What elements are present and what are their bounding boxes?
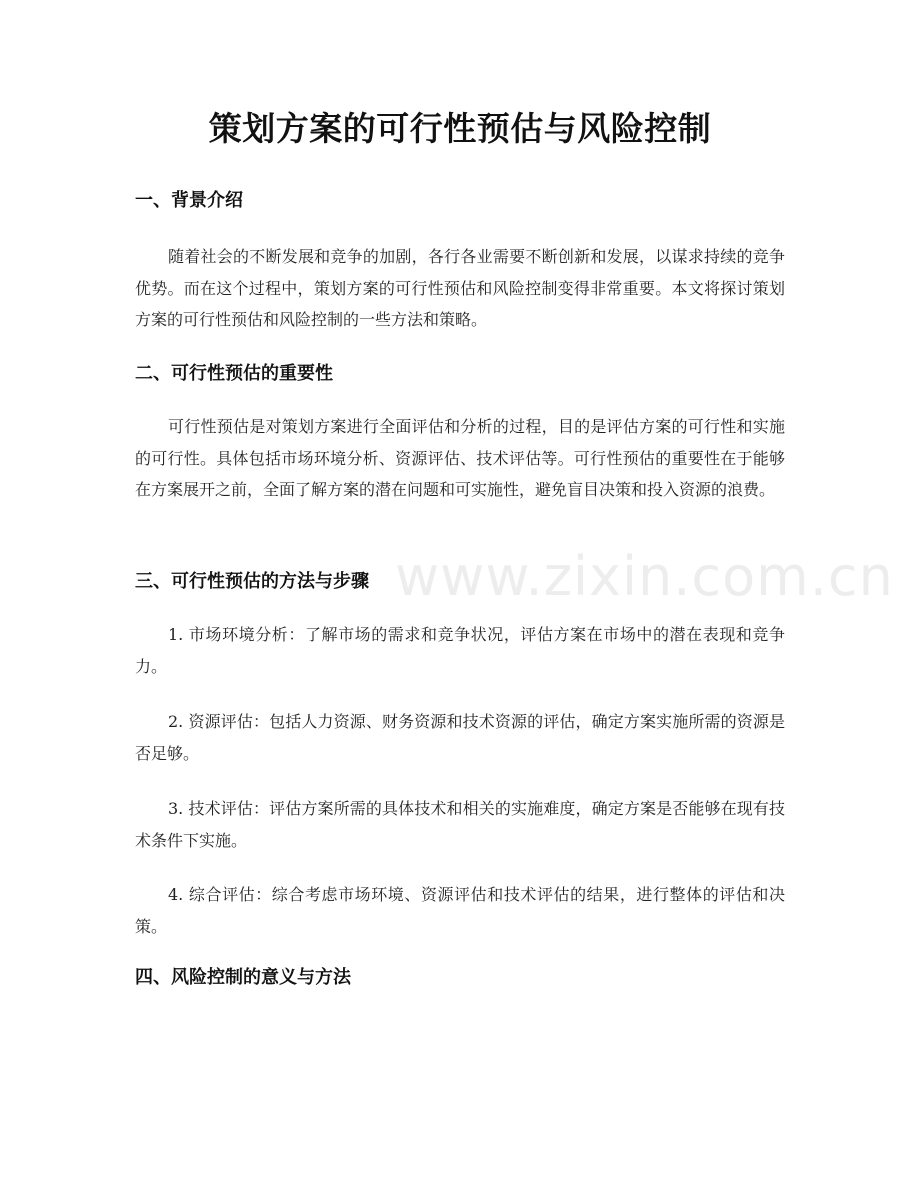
section-paragraph-background: 随着社会的不断发展和竞争的加剧，各行各业需要不断创新和发展，以谋求持续的竞争优势。而在这个过程中，策划方案的可行性预估和风险控制变得非常重要。本文将探讨策划方案的可行性预估和风险控制的一些方法和策略。 <box>135 247 785 329</box>
section-heading-importance: 二、可行性预估的重要性 <box>135 363 333 384</box>
section-heading-methods: 三、可行性预估的方法与步骤 <box>135 571 369 592</box>
list-item-overall-assessment: 4. 综合评估：综合考虑市场环境、资源评估和技术评估的结果，进行整体的评估和决策。 <box>135 885 785 936</box>
list-item-technical-assessment: 3. 技术评估：评估方案所需的具体技术和相关的实施难度，确定方案是否能够在现有技术条件下实施。 <box>135 799 785 850</box>
section-heading-background: 一、背景介绍 <box>135 190 243 211</box>
list-item-market-analysis: 1. 市场环境分析：了解市场的需求和竞争状况，评估方案在市场中的潜在表现和竞争力。 <box>135 625 785 676</box>
watermark-text: www.zixin.com.cn <box>395 545 894 608</box>
section-paragraph-importance: 可行性预估是对策划方案进行全面评估和分析的过程，目的是评估方案的可行性和实施的可行性。具体包括市场环境分析、资源评估、技术评估等。可行性预估的重要性在于能够在方案展开之前，全面了解方案的潜在问题和可实施性，避免盲目决策和投入资源的浪费。 <box>135 417 785 499</box>
section-heading-risk-control: 四、风险控制的意义与方法 <box>135 967 351 988</box>
list-item-resource-assessment: 2. 资源评估：包括人力资源、财务资源和技术资源的评估，确定方案实施所需的资源是否足够。 <box>135 712 785 763</box>
document-title: 策划方案的可行性预估与风险控制 <box>208 109 712 148</box>
